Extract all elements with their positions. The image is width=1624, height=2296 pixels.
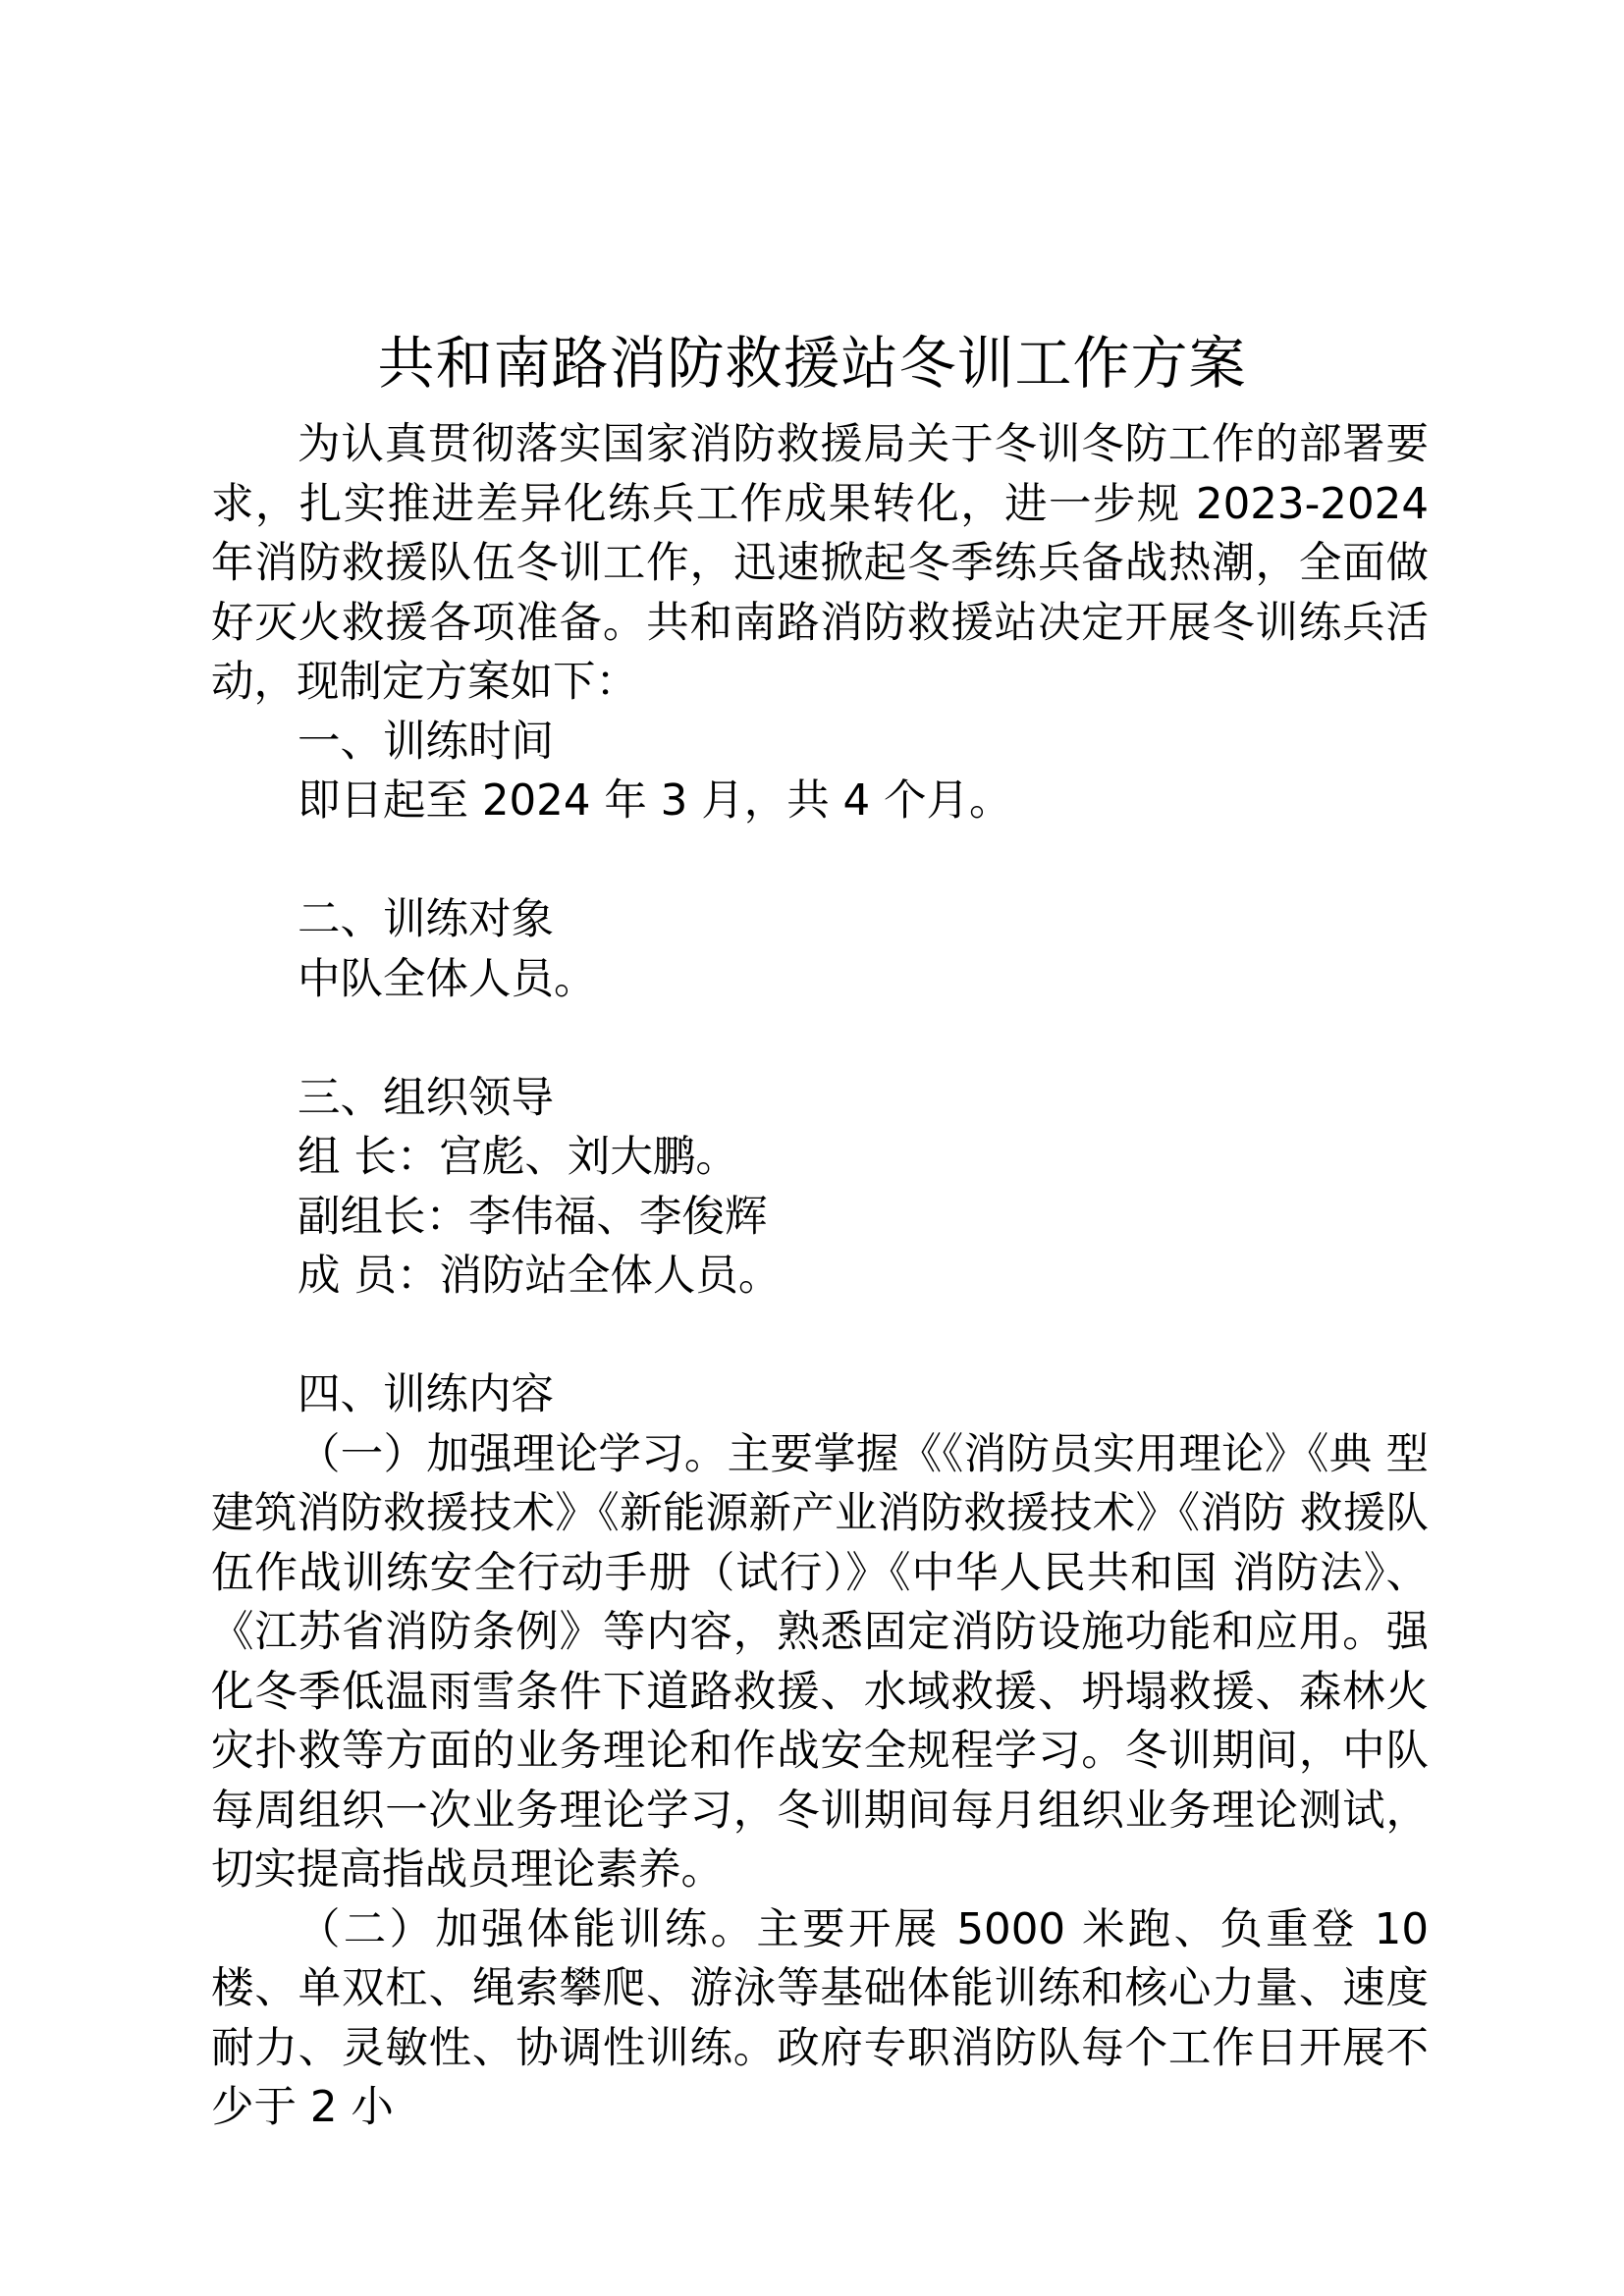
blank-line [211,1307,1429,1366]
content-item-theory: （一）加强理论学习。主要掌握《《消防员实用理论》《典 型建筑消防救援技术》《新能源新产业消防救援技术》《消防 救援队伍作战训练安全行动手册（试行）》《中华人民共和国 消防法》、《江苏省消防条例》等内容，熟悉固定消防设施功能和应用。强化冬季低温雨雪条件下道路救援、水域救援、坍塌救援、森林火灾扑救等方面的业务理论和作战安全规程学习。冬训期间，中队每周组织一次业务理论学习，冬训期间每月组织业务理论测试，切实提高指战员理论素养。 [211,1429,1429,1895]
deputy-leader-line: 副组长：李伟福、李俊辉 [298,1192,768,1242]
section-content-target: 中队全体人员。 [298,954,597,1004]
leader-line: 组 长：宫彪、刘大鹏。 [298,1133,738,1182]
section-heading-leadership: 三、组织领导 [298,1073,554,1123]
section-heading-time: 一、训练时间 [298,717,554,767]
blank-line [211,831,1429,891]
section-heading-target: 二、训练对象 [298,895,554,944]
content-item-fitness: （二）加强体能训练。主要开展 5000 米跑、负重登 10 楼、单双杠、绳索攀爬、游泳等基础体能训练和核心力量、速度耐力、灵敏性、协调性训练。政府专职消防队每个工作日开展不少于 2 小 [211,1904,1429,2132]
document-body [211,415,1429,2138]
members-line: 成 员：消防站全体人员。 [298,1252,782,1301]
document-title: 共和南路消防救援站冬训工作方案 [377,330,1247,397]
blank-line [211,1009,1429,1069]
intro-paragraph: 为认真贯彻落实国家消防救援局关于冬训冬防工作的部署要求，扎实推进差异化练兵工作成果转化，进一步规 2023-2024 年消防救援队伍冬训工作，迅速掀起冬季练兵备战热潮，全面做好灭火救援各项准备。共和南路消防救援站决定开展冬训练兵活动，现制定方案如下： [211,420,1429,707]
section-heading-content: 四、训练内容 [298,1370,554,1419]
section-content-time: 即日起至 2024 年 3 月，共 4 个月。 [298,776,1012,826]
